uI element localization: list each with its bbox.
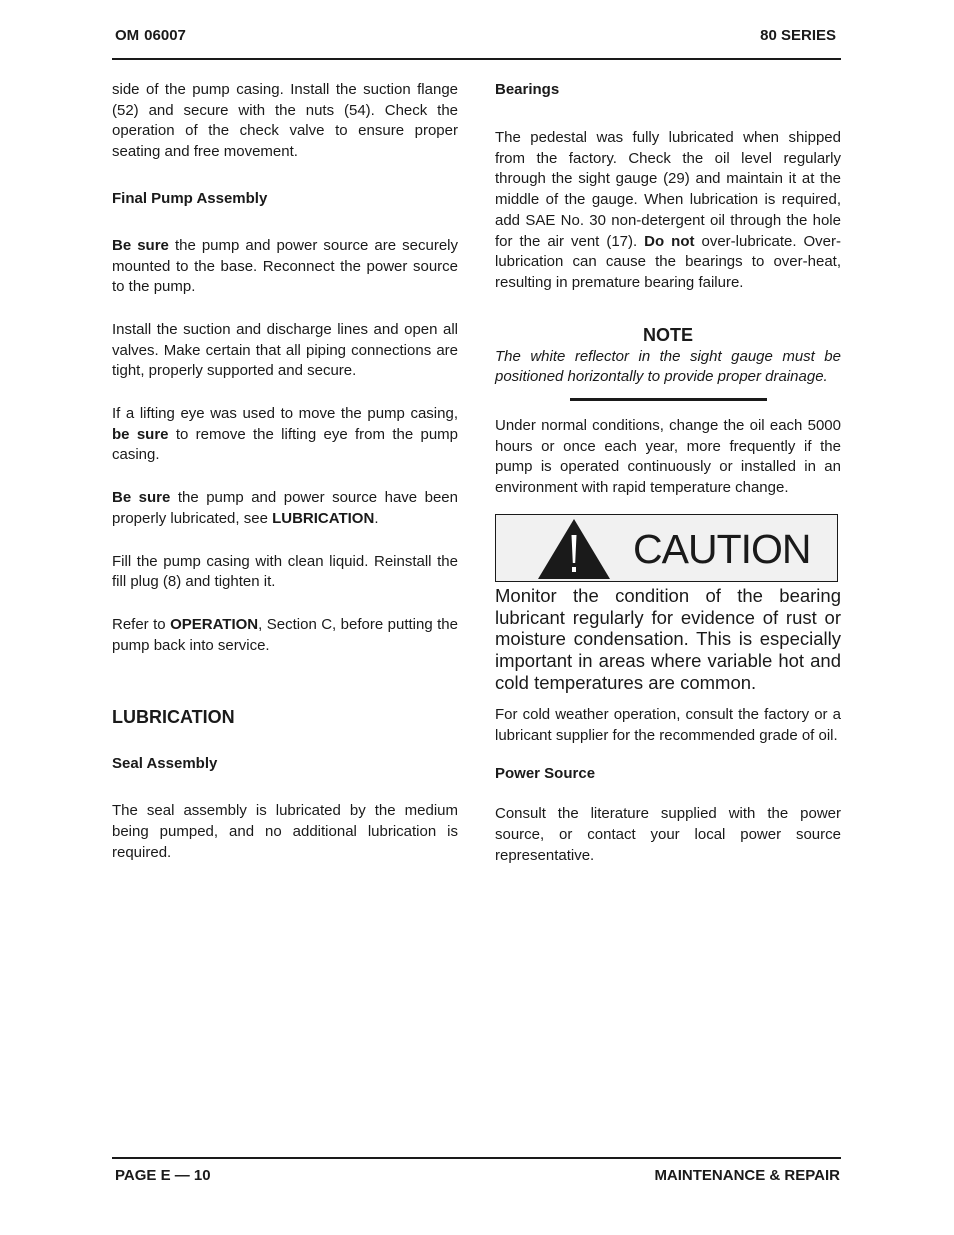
paragraph-text: the pump and power source have been properly lubricated, see (112, 489, 458, 527)
lubrication-reference: LUBRICATION (272, 509, 375, 527)
caution-banner (495, 514, 838, 582)
lifting-eye-paragraph (112, 404, 458, 466)
seal-assembly-heading: Seal Assembly (112, 755, 218, 773)
paragraph-text: . (374, 509, 379, 527)
final-assembly-heading: Final Pump Assembly (112, 189, 268, 207)
securely-mounted-paragraph (112, 236, 458, 298)
fill-casing-paragraph: Fill the pump casing with clean liquid. Reinstall the fill plug (8) and tighten it. (112, 552, 458, 591)
document-number: OM 06007 (115, 27, 186, 44)
power-source-heading: Power Source (495, 765, 596, 783)
power-source-paragraph: Consult the literature supplied with the power source, or contact your local power source representative. (495, 805, 841, 864)
left-column (112, 80, 458, 863)
seal-assembly-paragraph: The seal assembly is lubricated by the medium being pumped, and no additional lubrication is required. (112, 802, 458, 861)
lubrication-heading: LUBRICATION (112, 707, 235, 728)
bearings-heading: Bearings (495, 81, 560, 98)
footer-rule (112, 1157, 841, 1159)
paragraph-text: The pedestal was fully lubricated when shipped from the factory. Check the oil level regularly through the sight gauge (29) and maintain it at the middle of the gauge. When lubrication is required, add SAE No. 30 non-detergent oil through the hole for the air vent (17). (495, 129, 841, 250)
emphasis-text: Be sure (112, 489, 171, 507)
page-number: PAGE E — 10 (115, 1167, 211, 1184)
right-column (495, 80, 841, 866)
section-name: MAINTENANCE & REPAIR (654, 1167, 840, 1184)
series-label: 80 SERIES (760, 27, 836, 44)
header-rule (112, 58, 841, 60)
note-title: NOTE (642, 324, 693, 345)
operation-reference-paragraph (112, 615, 458, 656)
paragraph-text: the pump and power source are securely mounted to the base. Reconnect the power source to the pump. (112, 236, 459, 296)
caution-label: CAUTION (633, 525, 811, 572)
caution-message: Monitor the condition of the bearing lubricant regularly for evidence of rust or moisture condensation. This is especially important in areas where variable hot and cold temperatures are common. (495, 584, 841, 694)
operation-reference: OPERATION (170, 615, 259, 633)
lubricated-paragraph (112, 488, 458, 529)
warning-triangle-icon (537, 518, 611, 580)
paragraph-text: If a lifting eye was used to move the pump casing, (112, 405, 458, 423)
piping-paragraph: Install the suction and discharge lines and open all valves. Make certain that all piping connections are tight, properly supported and secure. (112, 320, 458, 380)
intro-paragraph: side of the pump casing. Install the suction flange (52) and secure with the nuts (54). Check the operation of the check valve to ensure proper seating and free movement. (112, 81, 458, 161)
note-text: The white reflector in the sight gauge must be positioned horizontally to provide proper drainage. (495, 347, 841, 386)
paragraph-text: Refer to (112, 615, 171, 633)
oil-change-paragraph: Under normal conditions, change the oil each 5000 hours or once each year, more frequently if the pump is operated continuously or installed in an environment with rapid temperature change. (495, 417, 841, 497)
cold-weather-paragraph: For cold weather operation, consult the factory or a lubricant supplier for the recommended grade of oil. (495, 705, 841, 744)
emphasis-text: Do not (644, 232, 695, 250)
paragraph-text: over-lubricate. Over-lubrication can cause the bearings to over-heat, resulting in premature bearing failure. (495, 232, 842, 291)
paragraph-text: to remove the lifting eye from the pump casing. (112, 425, 459, 464)
bearings-paragraph (495, 128, 841, 294)
emphasis-text: Be sure (112, 236, 169, 254)
paragraph-text: , Section C, before putting the pump back into service. (112, 615, 458, 654)
emphasis-text: be sure (112, 425, 169, 443)
